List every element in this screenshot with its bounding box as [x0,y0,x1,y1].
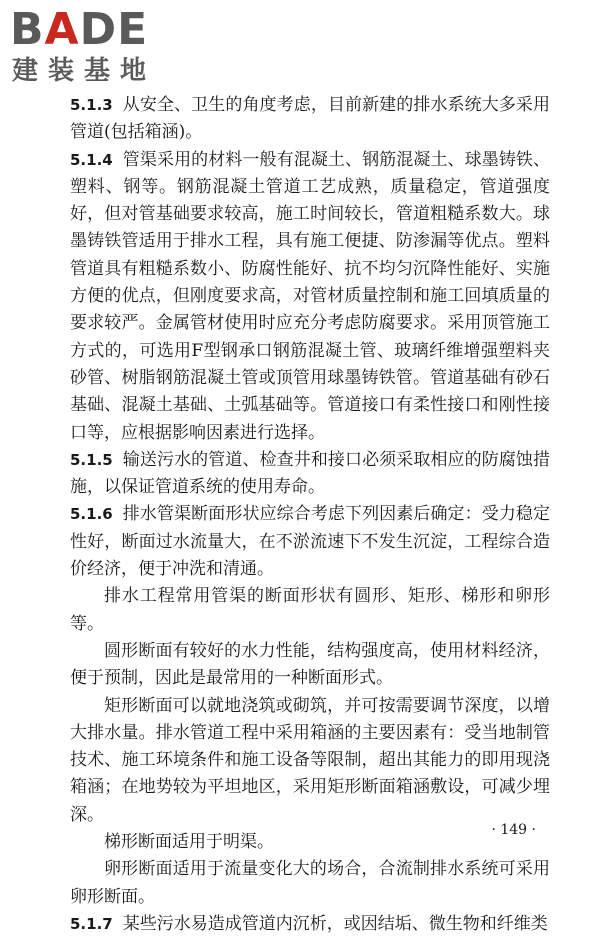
section-number: 5.1.7 [70,914,113,933]
document-body [70,92,550,938]
paragraph-text: 管渠采用的材料一般有混凝土、钢筋混凝土、球墨铸铁、塑料、钢等。钢筋混凝土管道工艺成熟，质量稳定，管道强度好，但对管基础要求较高，施工时间较长，管道粗糙系数大。球墨铸铁管适用于排水工程，具有施工便捷、防渗漏等优点。塑料管道具有粗糙系数小、防腐性能好、抗不均匀沉降性能好、实施方便的优点，但刚度要求高，对管材质量控制和施工回填质量的要求较严。金属管材使用时应充分考虑防腐要求。采用顶管施工方式的，可选用F型钢承口钢筋混凝土管、玻璃纤维增强塑料夹砂管、树脂钢筋混凝土管或顶管用球墨铸铁管。管道基础有砂石基础、混凝土基础、土弧基础等。管道接口有柔性接口和刚性接口等，应根据影响因素进行选择。 [70,149,550,443]
body-paragraph [70,583,550,638]
body-paragraph [70,693,550,829]
paragraph-text: 卵形断面适用于流量变化大的场合，合流制排水系统可采用卵形断面。 [70,859,550,907]
body-paragraph [70,856,550,911]
paragraph-text: 梯形断面适用于明渠。 [104,832,274,853]
page-number: · 149 · [491,822,536,838]
logo-letters-de: DE [79,4,149,55]
section-paragraph [70,501,550,583]
logo-letter-b: B [10,4,45,55]
bade-logo [10,6,190,90]
paragraph-text: 排水管渠断面形状应综合考虑下列因素后确定：受力稳定性好，断面过水流量大，在不淤流速下不发生沉淀，工程综合造价经济，便于冲洗和清通。 [70,504,550,580]
paragraph-text: 输送污水的管道、检查井和接口必须采取相应的防腐蚀措施，以保证管道系统的使用寿命。 [70,449,550,498]
logo-wordmark [10,6,148,54]
section-paragraph [70,92,550,147]
section-number: 5.1.5 [70,450,113,469]
paragraph-text: 从安全、卫生的角度考虑，目前新建的排水系统大多采用管道(包括箱涵)。 [70,95,550,143]
section-number: 5.1.6 [70,505,113,524]
paragraph-text: 圆形断面有较好的水力性能，结构强度高，使用材料经济，便于预制，因此是最常用的一种断面形式。 [70,640,550,689]
body-paragraph [70,638,550,693]
logo-letter-a: A [44,4,80,55]
logo-subtitle: 建装基地 [12,56,157,86]
section-number: 5.1.3 [70,96,113,114]
paragraph-text: 排水工程常用管渠的断面形状有圆形、矩形、梯形和卵形等。 [70,586,550,634]
paragraph-text: 某些污水易造成管道内沉析，或因结垢、微生物和纤维类 [122,913,548,934]
section-number: 5.1.4 [70,150,113,169]
paragraph-text: 矩形断面可以就地浇筑或砌筑，并可按需要调节深度，以增大排水量。排水管道工程中采用箱涵的主要因素有：受当地制管技术、施工环境条件和施工设备等限制，超出其能力的即用现浇箱涵；在地势较为平坦地区，采用矩形断面箱涵敷设，可减少埋深。 [70,695,550,825]
body-paragraph [70,829,550,856]
section-paragraph [70,911,550,938]
section-paragraph [70,447,550,502]
section-paragraph [70,147,550,447]
